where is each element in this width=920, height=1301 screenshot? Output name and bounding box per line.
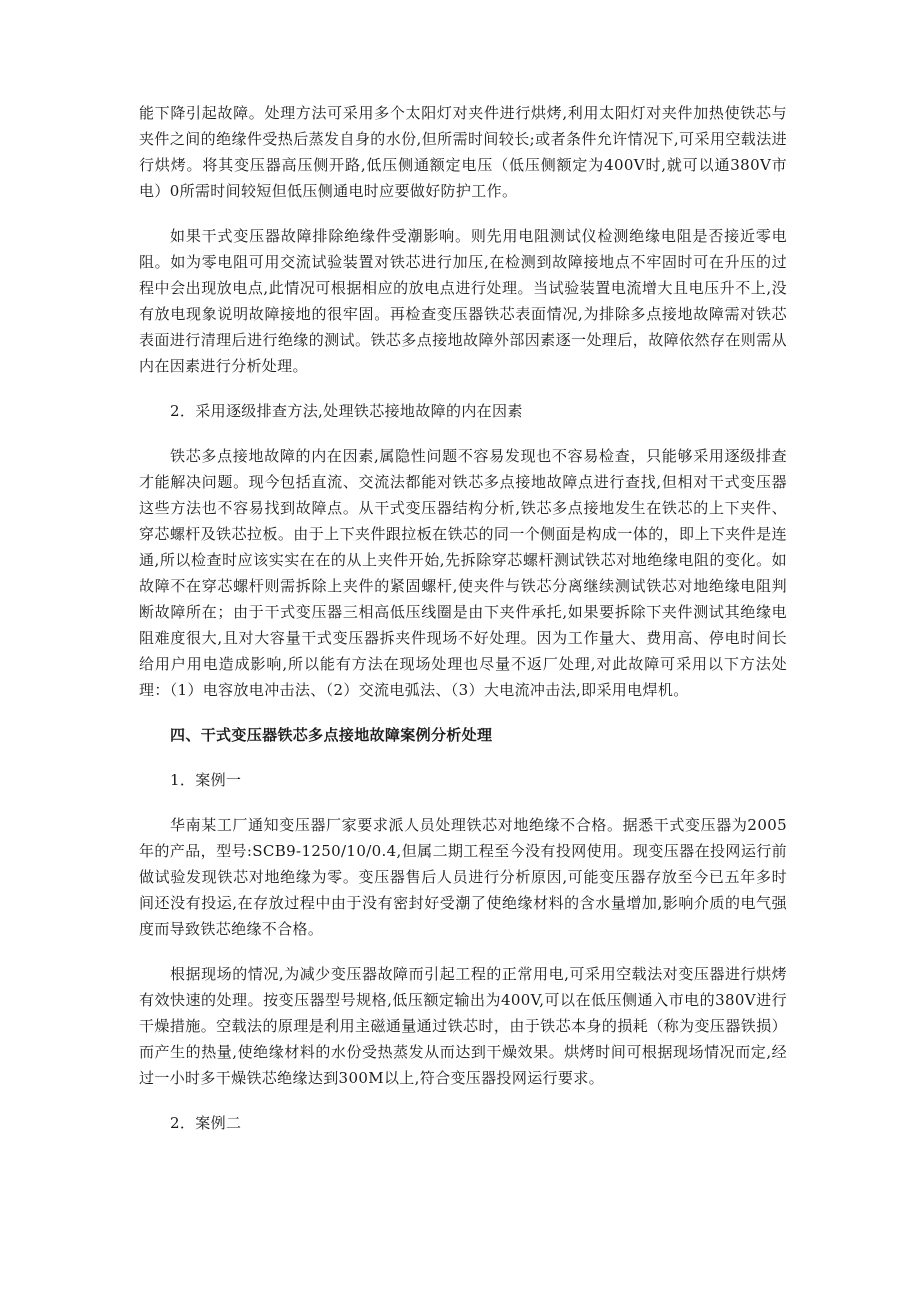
paragraph-internal-factors: 铁芯多点接地故障的内在因素,属隐性问题不容易发现也不容易检查，只能够采用逐级排查才能解决问题。现今包括直流、交流法都能对铁芯多点接地故障点进行查找,但相对干式变压器这些方法也不容易找到故障点。从干式变压器结构分析,铁芯多点接地发生在铁芯的上下夹件、穿芯螺杆及铁芯拉板。由于上下夹件跟拉板在铁芯的同一个侧面是构成一体的，即上下夹件是连通,所以检查时应该实实在在的从上夹件开始,先拆除穿芯螺杆测试铁芯对地绝缘电阻的变化。如故障不在穿芯螺杆则需拆除上夹件的紧固螺杆,使夹件与铁芯分离继续测试铁芯对地绝缘电阻判断故障所在；由于干式变压器三相高低压线圈是由下夹件承托,如果要拆除下夹件测试其绝缘电阻难度很大,且对大容量干式变压器拆夹件现场不好处理。因为工作量大、费用高、停电时间长给用户用电造成影响,所以能有方法在现场处理也尽量不返厂处理,对此故障可采用以下方法处理：（1）电容放电冲击法、（2）交流电弧法、（3）大电流冲击法,即采用电焊机。 bbox=[139, 447, 787, 699]
spacer bbox=[139, 379, 787, 398]
paragraph-case-one-description: 华南某工厂通知变压器厂家要求派人员处理铁芯对地绝缘不合格。据悉干式变压器为2005年的产品，型号:SCB9-1250/10/0.4,但属二期工程至今没有投网使用。现变压器在投网运行前做试验发现铁芯对地绝缘为零。变压器售后人员进行分析原因,可能变压器存放至今已五年多时间还没有投运,在存放过程中由于没有密封好受潮了使绝缘材料的含水量增加,影响介质的电气强度而导致铁芯绝缘不合格。 bbox=[139, 816, 787, 938]
paragraph-drying-methods: 能下降引起故障。处理方法可采用多个太阳灯对夹件进行烘烤,利用太阳灯对夹件加热使铁芯与夹件之间的绝缘件受热后蒸发自身的水份,但所需时间较长;或者条件允许情况下,可采用空载法进行烘烤。将其变压器高压侧开路,低压侧通额定电压（低压侧额定为400V时,就可以通380V市电）0所需时间较短但低压侧通电时应要做好防护工作。 bbox=[139, 104, 787, 200]
spacer bbox=[139, 793, 787, 812]
paragraph-case-one-solution: 根据现场的情况,为减少变压器故障而引起工程的正常用电,可采用空载法对变压器进行烘烤有效快速的处理。按变压器型号规格,低压额定输出为400V,可以在低压侧通入市电的380V进行干燥措施。空载法的原理是利用主磁通量通过铁芯时，由于铁芯本身的损耗（称为变压器铁损）而产生的热量,使绝缘材料的水份受热蒸发从而达到干燥效果。烘烤时间可根据现场情况而定,经过一小时多干燥铁芯绝缘达到300M以上,符合变压器投网运行要求。 bbox=[139, 965, 787, 1087]
spacer bbox=[139, 424, 787, 443]
spacer bbox=[139, 703, 787, 722]
spacer bbox=[139, 204, 787, 223]
section-heading-case-analysis: 四、干式变压器铁芯多点接地故障案例分析处理 bbox=[170, 726, 493, 744]
paragraph-insulation-test: 如果干式变压器故障排除绝缘件受潮影响。则先用电阻测试仪检测绝缘电阻是否接近零电阻。如为零电阻可用交流试验装置对铁芯进行加压,在检测到故障接地点不牢固时可在升压的过程中会出现放电点,此情况可根据相应的放电点进行处理。当试验装置电流增大且电压升不上,没有放电现象说明故障接地的很牢固。再检查变压器铁芯表面情况,为排除多点接地故障需对铁芯表面进行清理后进行绝缘的测试。铁芯多点接地故障外部因素逐一处理后，故障依然存在则需从内在因素进行分析处理。 bbox=[139, 227, 787, 375]
spacer bbox=[139, 1091, 787, 1110]
spacer bbox=[139, 748, 787, 767]
subheading-case-two: 2．案例二 bbox=[170, 1114, 242, 1132]
document-page bbox=[139, 100, 787, 1136]
subheading-case-one: 1．案例一 bbox=[170, 771, 242, 789]
subheading-step-by-step: 2．采用逐级排查方法,处理铁芯接地故障的内在因素 bbox=[170, 402, 523, 420]
spacer bbox=[139, 942, 787, 961]
